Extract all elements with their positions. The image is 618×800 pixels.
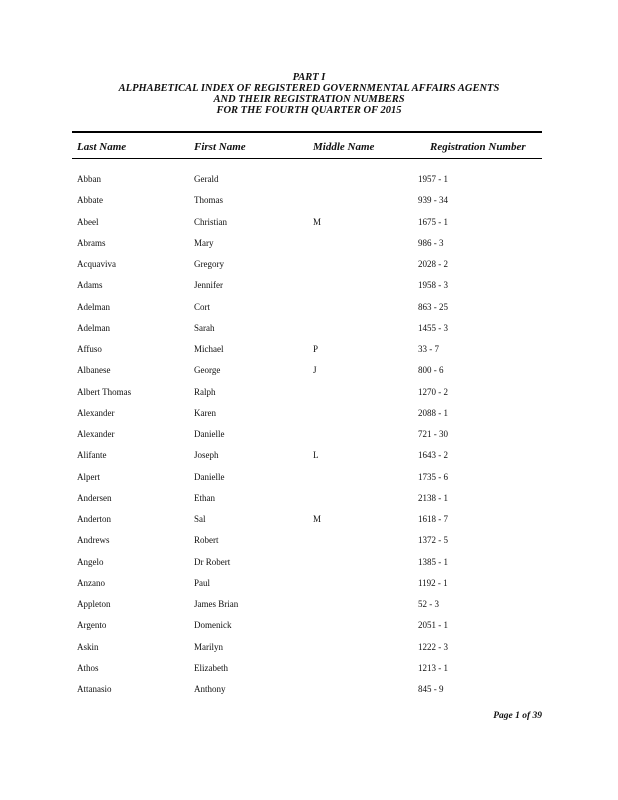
first-name-cell: Cort bbox=[194, 301, 211, 312]
last-name-cell: Askin bbox=[77, 641, 99, 652]
registration-number-cell: 1735 - 6 bbox=[418, 471, 448, 482]
table-row bbox=[0, 663, 618, 684]
registration-number-cell: 1385 - 1 bbox=[418, 556, 448, 567]
first-name-cell: Michael bbox=[194, 344, 224, 354]
first-name-cell: Ralph bbox=[194, 386, 216, 397]
table-row bbox=[0, 217, 618, 238]
first-name-cell: Domenick bbox=[194, 620, 232, 631]
registration-number-cell: 1270 - 2 bbox=[418, 386, 448, 397]
table-row bbox=[0, 195, 618, 216]
last-name-cell: Anderton bbox=[77, 514, 111, 524]
last-name-cell: Angelo bbox=[77, 556, 104, 567]
table-header-rule bbox=[72, 158, 542, 159]
last-name-cell: Abban bbox=[77, 174, 101, 184]
first-name-cell: Ethan bbox=[194, 492, 215, 503]
middle-name-cell: M bbox=[313, 216, 322, 227]
table-row bbox=[0, 472, 618, 493]
registration-number-cell: 845 - 9 bbox=[418, 684, 444, 694]
table-row bbox=[0, 408, 618, 429]
registration-number-cell: 2088 - 1 bbox=[418, 407, 448, 418]
middle-name-cell: L bbox=[313, 450, 319, 461]
last-name-cell: Abeel bbox=[77, 216, 99, 227]
column-header-middle-name: Middle Name bbox=[313, 141, 375, 153]
first-name-cell: Robert bbox=[194, 535, 219, 546]
registration-number-cell: 939 - 34 bbox=[418, 195, 448, 206]
table-row bbox=[0, 620, 618, 641]
registration-number-cell: 2028 - 2 bbox=[418, 259, 448, 269]
table-row bbox=[0, 557, 618, 578]
table-row bbox=[0, 599, 618, 620]
first-name-cell: George bbox=[194, 365, 221, 376]
table-row bbox=[0, 302, 618, 323]
registration-number-cell: 1675 - 1 bbox=[418, 216, 448, 227]
part-label: PART I bbox=[292, 72, 326, 83]
document-period: FOR THE FOURTH QUARTER OF 2015 bbox=[216, 105, 402, 116]
registration-number-cell: 1192 - 1 bbox=[418, 577, 448, 588]
table-row bbox=[0, 238, 618, 259]
middle-name-cell: M bbox=[313, 514, 322, 524]
table-row bbox=[0, 684, 618, 705]
table-row bbox=[0, 578, 618, 599]
last-name-cell: Adelman bbox=[77, 301, 110, 312]
first-name-cell: Elizabeth bbox=[194, 662, 228, 673]
first-name-cell: James Brian bbox=[194, 599, 239, 609]
last-name-cell: Albert Thomas bbox=[77, 386, 132, 397]
last-name-cell: Adelman bbox=[77, 322, 110, 333]
first-name-cell: Sarah bbox=[194, 322, 215, 333]
first-name-cell: Danielle bbox=[194, 471, 225, 482]
page-number: Page 1 of 39 bbox=[493, 711, 542, 721]
table-row bbox=[0, 365, 618, 386]
registration-number-cell: 863 - 25 bbox=[418, 301, 448, 312]
last-name-cell: Andersen bbox=[77, 492, 112, 503]
last-name-cell: Adams bbox=[77, 280, 103, 291]
registration-number-cell: 1957 - 1 bbox=[418, 174, 448, 184]
first-name-cell: Christian bbox=[194, 216, 227, 227]
last-name-cell: Attanasio bbox=[77, 684, 112, 694]
middle-name-cell: P bbox=[313, 344, 319, 354]
registration-number-cell: 721 - 30 bbox=[418, 429, 448, 439]
last-name-cell: Argento bbox=[77, 620, 107, 631]
registration-number-cell: 1643 - 2 bbox=[418, 450, 448, 461]
column-header-last-name: Last Name bbox=[77, 141, 127, 153]
table-row bbox=[0, 323, 618, 344]
column-header-first-name: First Name bbox=[194, 141, 246, 153]
table-top-rule bbox=[72, 131, 542, 133]
registration-number-cell: 1372 - 5 bbox=[418, 535, 448, 546]
first-name-cell: Thomas bbox=[194, 195, 223, 206]
first-name-cell: Gerald bbox=[194, 174, 219, 184]
table-row bbox=[0, 174, 618, 195]
last-name-cell: Alexander bbox=[77, 407, 115, 418]
document-subtitle: AND THEIR REGISTRATION NUMBERS bbox=[213, 94, 405, 105]
table-row bbox=[0, 642, 618, 663]
column-header-registration-number: Registration Number bbox=[430, 141, 526, 153]
last-name-cell: Andrews bbox=[77, 535, 110, 546]
first-name-cell: Gregory bbox=[194, 259, 224, 269]
last-name-cell: Alexander bbox=[77, 429, 115, 439]
first-name-cell: Anthony bbox=[194, 684, 226, 694]
document-header bbox=[0, 72, 618, 116]
registration-number-cell: 52 - 3 bbox=[418, 599, 439, 609]
table-row bbox=[0, 535, 618, 556]
table-row bbox=[0, 344, 618, 365]
table-row bbox=[0, 493, 618, 514]
document-title: ALPHABETICAL INDEX OF REGISTERED GOVERNMENTAL AFFAIRS AGENTS bbox=[118, 83, 500, 94]
first-name-cell: Danielle bbox=[194, 429, 225, 439]
last-name-cell: Appleton bbox=[77, 599, 111, 609]
first-name-cell: Joseph bbox=[194, 450, 219, 461]
registration-number-cell: 2138 - 1 bbox=[418, 492, 448, 503]
table-row bbox=[0, 429, 618, 450]
table-row bbox=[0, 387, 618, 408]
agent-table-body bbox=[0, 174, 618, 705]
last-name-cell: Alifante bbox=[77, 450, 107, 461]
registration-number-cell: 1455 - 3 bbox=[418, 322, 448, 333]
first-name-cell: Karen bbox=[194, 407, 216, 418]
last-name-cell: Abbate bbox=[77, 195, 103, 206]
last-name-cell: Anzano bbox=[77, 577, 105, 588]
first-name-cell: Dr Robert bbox=[194, 556, 231, 567]
last-name-cell: Alpert bbox=[77, 471, 100, 482]
registration-number-cell: 986 - 3 bbox=[418, 237, 444, 248]
first-name-cell: Paul bbox=[194, 577, 211, 588]
last-name-cell: Acquaviva bbox=[77, 259, 116, 269]
registration-number-cell: 33 - 7 bbox=[418, 344, 439, 354]
first-name-cell: Marilyn bbox=[194, 641, 223, 652]
last-name-cell: Affuso bbox=[77, 344, 102, 354]
table-row bbox=[0, 450, 618, 471]
registration-number-cell: 1958 - 3 bbox=[418, 280, 448, 291]
last-name-cell: Abrams bbox=[77, 237, 106, 248]
registration-number-cell: 2051 - 1 bbox=[418, 620, 448, 631]
first-name-cell: Sal bbox=[194, 514, 206, 524]
first-name-cell: Mary bbox=[194, 237, 214, 248]
table-row bbox=[0, 259, 618, 280]
registration-number-cell: 1222 - 3 bbox=[418, 641, 448, 652]
last-name-cell: Athos bbox=[77, 662, 99, 673]
table-row bbox=[0, 280, 618, 301]
last-name-cell: Albanese bbox=[77, 365, 111, 376]
registration-number-cell: 1618 - 7 bbox=[418, 514, 448, 524]
middle-name-cell: J bbox=[313, 365, 317, 376]
registration-number-cell: 1213 - 1 bbox=[418, 662, 448, 673]
first-name-cell: Jennifer bbox=[194, 280, 223, 291]
registration-number-cell: 800 - 6 bbox=[418, 365, 444, 376]
table-row bbox=[0, 514, 618, 535]
